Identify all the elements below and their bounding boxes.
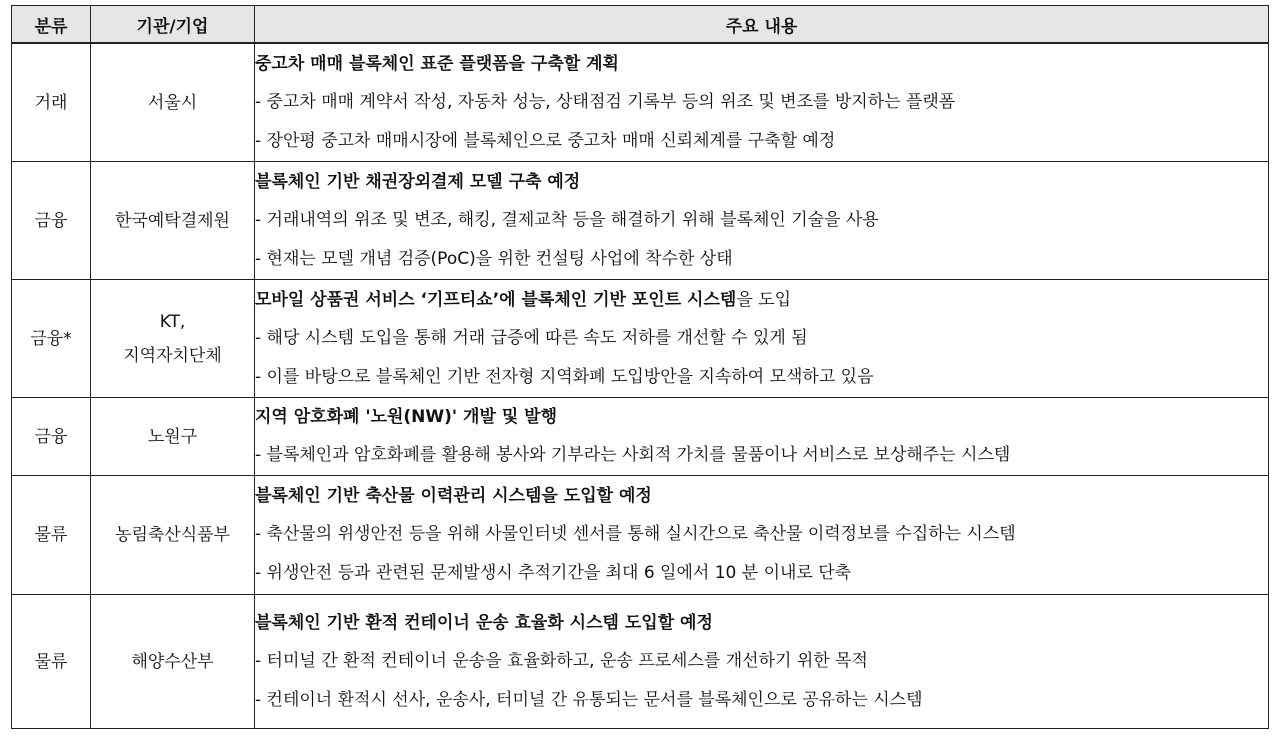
content-title-bold: 모바일 상품권 서비스 ‘기프티쇼’에 블록체인 기반 포인트 시스템 bbox=[255, 289, 737, 310]
content-item: - 위생안전 등과 관련된 문제발생시 추적기간을 최대 6 일에서 10 분 이내로 단축 bbox=[255, 563, 852, 583]
content-title-bold: 중고차 매매 블록체인 표준 플랫폼을 구축할 계획 bbox=[255, 53, 619, 74]
row-organization bbox=[91, 398, 255, 476]
row-content bbox=[255, 162, 1269, 280]
table-row bbox=[12, 595, 1269, 729]
header-content: 주요 내용 bbox=[255, 6, 1269, 44]
content-title bbox=[255, 45, 1268, 83]
table-row bbox=[12, 280, 1269, 398]
table-row bbox=[12, 398, 1269, 476]
org-line: 지역자치단체 bbox=[123, 345, 222, 366]
content-title-rest: 을 도입 bbox=[736, 289, 791, 310]
content-title-bold: 블록체인 기반 환적 컨테이너 운송 효율화 시스템 도입할 예정 bbox=[255, 612, 713, 633]
row-content bbox=[255, 398, 1269, 476]
row-content bbox=[255, 280, 1269, 398]
content-item: - 블록체인과 암호화폐를 활용해 봉사와 기부라는 사회적 가치를 물품이나 서비스로 보상해주는 시스템 bbox=[255, 445, 1011, 465]
row-category: 물류 bbox=[12, 476, 91, 595]
org-line: KT, bbox=[159, 311, 186, 332]
content-title bbox=[255, 398, 1268, 436]
row-organization bbox=[91, 162, 255, 280]
content-item: - 중고차 매매 계약서 작성, 자동차 성능, 상태점검 기록부 등의 위조 및 변조를 방지하는 플랫폼 bbox=[255, 91, 956, 112]
org-line: 노원구 bbox=[147, 426, 198, 447]
content-item: - 컨테이너 환적시 선사, 운송사, 터미널 간 유통되는 문서를 블록체인으로 공유하는 시스템 bbox=[255, 689, 923, 710]
row-category: 물류 bbox=[12, 595, 91, 729]
row-category: 금융 bbox=[12, 162, 91, 280]
content-title bbox=[255, 281, 1268, 319]
org-line: 한국예탁결제원 bbox=[115, 210, 230, 231]
row-category: 거래 bbox=[12, 43, 91, 162]
content-item: - 축산물의 위생안전 등을 위해 사물인터넷 센서를 통해 실시간으로 축산물 이력정보를 수집하는 시스템 bbox=[255, 524, 1016, 544]
row-category: 금융 bbox=[12, 398, 91, 476]
content-item: - 거래내역의 위조 및 변조, 해킹, 결제교착 등을 해결하기 위해 블록체인 기술을 사용 bbox=[255, 209, 879, 230]
row-organization bbox=[91, 476, 255, 595]
header-category: 분류 bbox=[12, 6, 91, 44]
content-item: - 장안평 중고차 매매시장에 블록체인으로 중고차 매매 신뢰체계를 구축할 예정 bbox=[255, 130, 836, 151]
content-title bbox=[255, 477, 1268, 515]
org-line: 서울시 bbox=[147, 92, 198, 113]
initiatives-table bbox=[11, 5, 1269, 729]
content-title-bold: 지역 암호화폐 '노원(NW)' 개발 및 발행 bbox=[255, 407, 558, 427]
content-item: - 해당 시스템 도입을 통해 거래 급증에 따른 속도 저하를 개선할 수 있게 됨 bbox=[255, 327, 808, 348]
row-category: 금융* bbox=[12, 280, 91, 398]
row-content bbox=[255, 476, 1269, 595]
row-organization bbox=[91, 280, 255, 398]
table-row bbox=[12, 476, 1269, 595]
table-row bbox=[12, 43, 1269, 162]
content-title-bold: 블록체인 기반 축산물 이력관리 시스템을 도입할 예정 bbox=[255, 486, 652, 506]
row-organization bbox=[91, 595, 255, 729]
org-line: 해양수산부 bbox=[131, 651, 214, 672]
row-organization bbox=[91, 43, 255, 162]
org-line: 농림축산식품부 bbox=[115, 525, 230, 545]
table-row bbox=[12, 162, 1269, 280]
row-content bbox=[255, 43, 1269, 162]
content-title-bold: 블록체인 기반 채권장외결제 모델 구축 예정 bbox=[255, 171, 581, 192]
content-item: - 현재는 모델 개념 검증(PoC)을 위한 컨설팅 사업에 착수한 상태 bbox=[255, 248, 733, 269]
content-title bbox=[255, 604, 1268, 642]
content-item: - 터미널 간 환적 컨테이너 운송을 효율화하고, 운송 프로세스를 개선하기 위한 목적 bbox=[255, 650, 868, 671]
table-header-row bbox=[12, 6, 1269, 44]
header-organization: 기관/기업 bbox=[91, 6, 255, 44]
content-item: - 이를 바탕으로 블록체인 기반 전자형 지역화폐 도입방안을 지속하여 모색하고 있음 bbox=[255, 366, 874, 387]
row-content bbox=[255, 595, 1269, 729]
content-title bbox=[255, 163, 1268, 201]
